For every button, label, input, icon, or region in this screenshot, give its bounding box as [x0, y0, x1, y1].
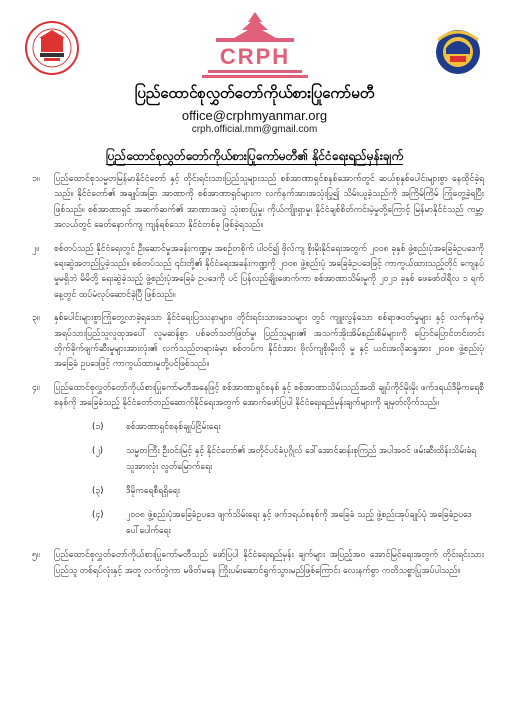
state-seal-logo: [430, 22, 486, 78]
crph-logo-text: CRPH: [219, 44, 291, 69]
paragraph-4: ၄။ ပြည်ထောင်စုလွှတ်တော်ကိုယ်စားပြုကော်မတီအနေဖြင့် စစ်အာဏာရှင်စနစ် နှင့် စစ်အာဏာသိမ်းသည်အထိ ချုပ်ကိုင်မိုးမိုး ဖက်ဒရယ်ဒီမိုကရေစီစနစ်ကို အခြေခံသည့် နိုင်ငံတော်တည်ဆောက်နိုင်ရေးအတွက် အောက်ဖော်ပြပါ နိုင်ငံရေးရည်မှန်းချက်များကို ချမှတ်လိုက်သည်။: [32, 382, 484, 409]
contact-email: office@crphmyanmar.org: [181, 108, 328, 123]
document-title: ပြည်ထောင်စုလွှတ်တော်ကိုယ်စားပြုကော်မတီ၏ နိုင်ငံရေးရည်မှန်းချက်: [105, 149, 404, 163]
paragraph-5: ၅။ ပြည်ထောင်စုလွှတ်တော်ကိုယ်စားပြုကော်မတီသည် ဖော်ပြပါ နိုင်ငံရေးရည်မှန်း ချက်များ အပြည့်အဝ အောင်မြင်ရေးအတွက် တိုင်းရင်းသားပြည်သူ တစ်ရပ်လုံးနှင့် အတူ လက်တွဲကာ မဖိတ်မနေ ကြိုးပမ်းဆောင်ရွက်သွားမည်ဖြစ်ကြောင်း လေးနက်စွာ ကတိသစ္စာပြုအပ်ပါသည်။: [32, 550, 484, 576]
paragraph-1: ၁။ ပြည်ထောင်စုသမ္မတမြန်မာနိုင်ငံတော် နှင့် တိုင်းရင်းသားပြည်သူများသည် စစ်အာဏာရှင်စနစ်အောက်တွင် ဆယ်စုနှစ်ပေါင်းများစွာ နေထိုင်ခဲ့ရသည်။ နိုင်ငံတော်၏ အချုပ်အခြာ အာဏာကို စစ်အာဏာရှင်များက လက်နက်အားအသုံးပြု၍ သိမ်းယူခဲ့သည်ကို အကြိမ်ကြိမ် ကြုံတွေ့ခဲ့ရပြီး ဖြစ်သည်။ စစ်အာဏာရှင် အဆက်ဆက်၏ အာဏာအလွဲ သုံးစားပြုမှု၊ ကိုယ်ကျိုးရှာမှု၊ နိုင်ငံချစ်စိတ်ကင်းမဲ့မှုတို့ကြောင့် မြန်မာနိုင်ငံသည် ကမ္ဘာ့အလယ်တွင် ခေတ်နောက်ကျ ကျန်ရစ်သော နိုင်ငံတစ်ခု ဖြစ်ခဲ့ရသည်။: [32, 174, 484, 231]
document-body: [32, 172, 484, 587]
organization-name: ပြည်ထောင်စုလွှတ်တော်ကိုယ်စားပြုကော်မတီ: [134, 84, 375, 102]
paragraph-2: ၂။ စစ်တပ်သည် နိုင်ငံရေးတွင် ဦးဆောင်မှုအခန်းကဏ္ဍမှ အစဉ်တစိုက် ပါဝင်၍ ဗိုလ်ကျ စိုးမိုးနိုင်ရေးအတွက် ၂၀၀၈ ခုနှစ် ဖွဲ့စည်းပုံအခြေခံဥပဒေကို ရေးဆွဲအတည်ပြုခဲ့သည်။ စစ်တပ်သည် ၎င်းတို့၏ နိုင်ငံရေးအခန်းကဏ္ဍကို ၂၀၀၈ ဖွဲ့စည်းပုံ အခြေခံဥပဒေဖြင့် ကာကွယ်ထားသည့်တိုင် ကျေနပ်မှုမရှိဘဲ မိမိတို့ ရေးဆွဲခဲ့သည့် ဖွဲ့စည်းပုံအခြေခံ ဥပဒေကို ပင် ပြန်လည်ချိုးဖောက်ကာ စစ်အာဏာသိမ်းမှုကို ၂၀၂၁ ခုနှစ် ဖေဖော်ဝါရီလ ၁ ရက်နေ့တွင် ထပ်မံလုပ်ဆောင်ခဲ့ပြီ ဖြစ်သည်။: [32, 243, 484, 300]
contact-account: crph.official.mm@gmail.com: [191, 124, 318, 135]
list-item: (၁) စစ်အာဏာရှင်စနစ်ချုပ်ငြိမ်းရေး: [92, 421, 221, 432]
left-emblem-logo: [24, 20, 80, 76]
letterhead: [0, 0, 509, 140]
list-item: (၃) ဒီမိုကရေစီရရှိရေး: [92, 485, 180, 496]
list-item: (၄) ၂၀၀၈ ဖွဲ့စည်းပုံအခြေခံဥပဒေ ဖျက်သိမ်းရေး နှင့် ဖက်ဒရယ်စနစ်ကို အခြေခံ သည့် ဖွဲ့စည်းအုပ်ချုပ်ပုံ အခြေခံဥပဒေ ပေါ်ပေါက်ရေး: [92, 510, 472, 536]
paragraph-3: ၃။ နှစ်ပေါင်းများစွာကြုံတွေ့လာခဲ့ရသော နိုင်ငံရေးပြဿနာများ၊ တိုင်းရင်းသားဒေသများ တွင် ကျူးလွန်သော စစ်ရာဇဝတ်မှုများ နှင့် လက်နက်မဲ့ အရပ်သားပြည်သူလူထုအပေါ် လူမဆန်စွာ ပစ်ခတ်သတ်ဖြတ်မှု၊ ပြည်သူများ၏ အသက်အိုးအိမ်စည်းစိမ်များကို ပြောင်ပြောင်တင်းတင်း တိုက်ခိုက်ဖျက်ဆီးမှုများအားလုံး၏ လက်သည်တရားခံမှာ စစ်တပ်က နိုင်ငံအား ဗိုလ်ကျစိုးမိုးလို မှု နှင့် ယင်းအလိုဆန္ဒအား ၂၀၀၈ ဖွဲ့စည်းပုံ အခြေခံ ဥပဒေဖြင့် ကာကွယ်ထားမှုတို့ပင်ဖြစ်သည်။: [32, 313, 484, 370]
list-item: (၂) သမ္မတကြီး ဦးဝင်းမြင့် နှင့် နိုင်ငံတော်၏ အတိုင်ပင်ခံပုဂ္ဂိုလ် ဒေါ်အောင်ဆန်းစုကြည် အပါအဝင် ဖမ်းဆီးထိန်းသိမ်းခံရသူအားလုံး လွတ်မြောက်ရေး: [92, 446, 477, 472]
